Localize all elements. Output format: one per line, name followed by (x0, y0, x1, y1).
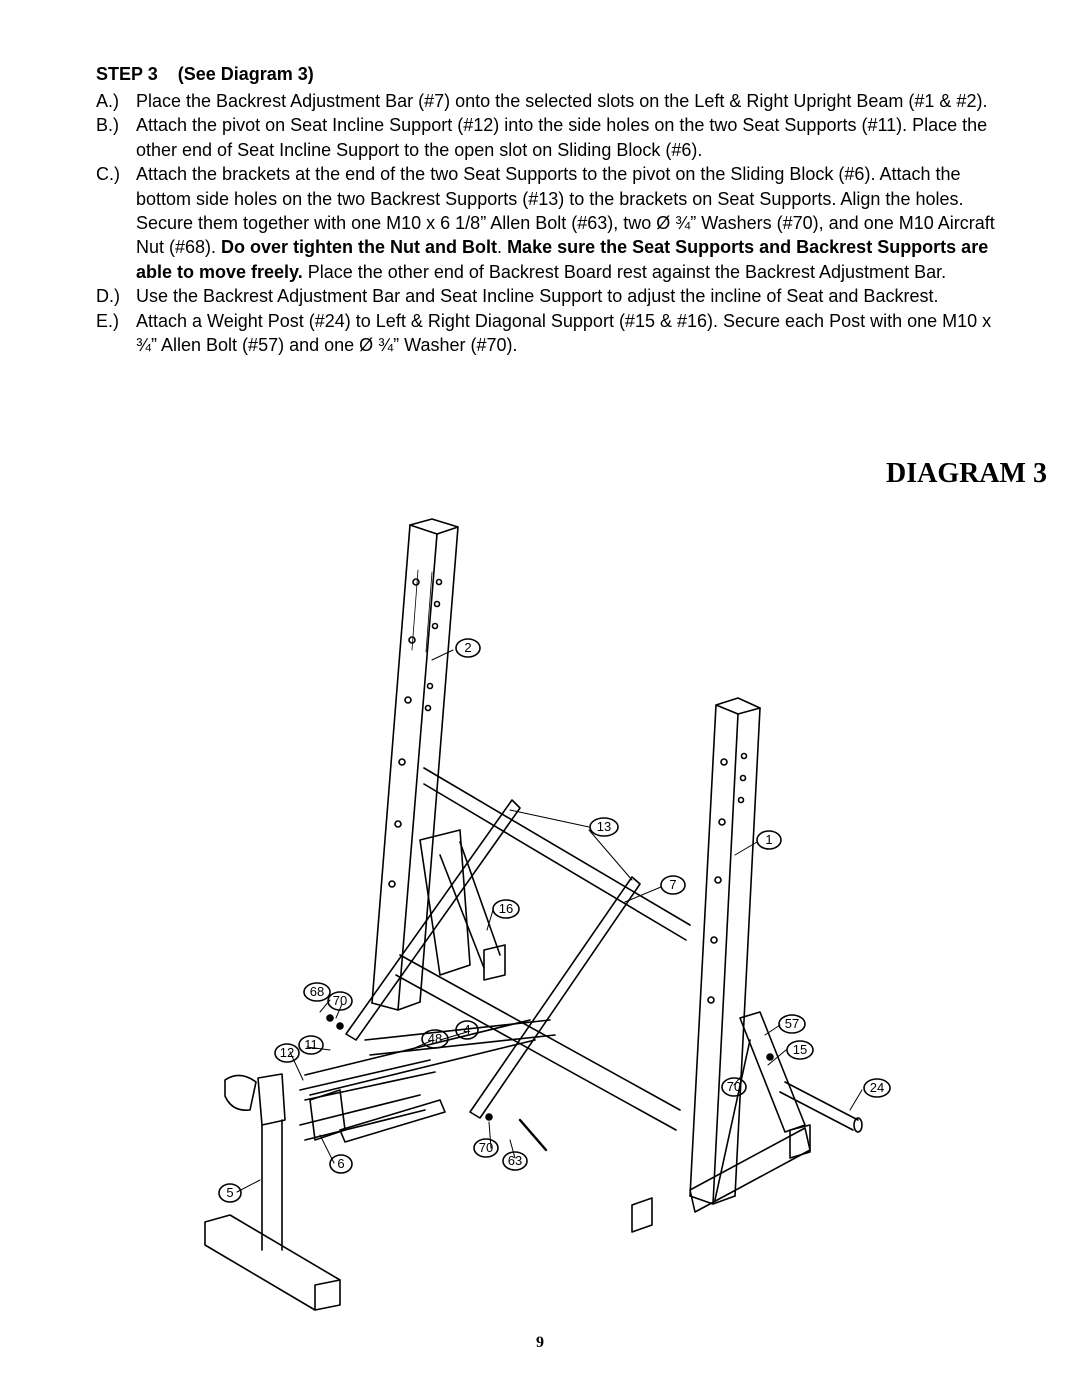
warning-text: Make sure the Seat Supports and Backrest Supports are able to move freely. (136, 237, 989, 282)
right-foot-cap (632, 1198, 652, 1232)
instruction-item (96, 284, 996, 308)
callout-label: 12 (279, 1045, 295, 1060)
instruction-item (96, 309, 996, 358)
right-upright-beam (690, 698, 760, 1204)
instruction-segment: Place the Backrest Adjustment Bar (#7) onto the selected slots on the Left & Right Upright Beam (#1 & #2). (136, 91, 988, 111)
callout-label: 13 (596, 819, 612, 834)
backrest-support-right (470, 877, 640, 1118)
page-number: 9 (536, 1334, 544, 1351)
callout-label: 4 (463, 1022, 471, 1037)
instruction-item (96, 89, 996, 113)
callout-label: 2 (464, 640, 472, 655)
instruction-letter: E.) (96, 310, 120, 331)
step-reference: (See Diagram 3) (177, 64, 314, 84)
instruction-segment: Attach the brackets at the end of the two Seat Supports to the pivot on the Sliding Block (#6). Attach the bottom side holes on the two Backrest Supports (#13) to the brackets on Seat Supports. Align the holes. Secure them together with one M10 x 6 1/8” Allen Bolt (#63), two Ø ¾” Washers (#70), and one M10 Aircraft Nut (#68). (136, 164, 995, 258)
callout-label: 7 (669, 877, 677, 892)
washer (486, 1114, 492, 1120)
callout-label: 70 (726, 1079, 742, 1094)
callout-6 (330, 1155, 352, 1173)
callout-label: 6 (337, 1156, 345, 1171)
instruction-text (136, 309, 996, 358)
callout-57 (779, 1015, 805, 1033)
instruction-letter: A.) (96, 91, 120, 111)
instruction-item (96, 162, 996, 284)
callout-label: 11 (304, 1037, 318, 1052)
callout-label: 70 (478, 1140, 494, 1155)
instruction-segment: Place the other end of Backrest Board rest against the Backrest Adjustment Bar. (302, 261, 947, 282)
instruction-letter: D.) (96, 286, 120, 307)
callout-label: 70 (332, 993, 348, 1008)
callout-5 (219, 1184, 241, 1202)
callout-12 (275, 1044, 299, 1062)
weight-post (780, 1082, 858, 1130)
callout-70 (328, 992, 352, 1010)
instruction-segment: Attach the pivot on Seat Incline Support (#12) into the side holes on the two Seat Supports (#11). Place the other end of Seat Incline Support to the open slot on Sliding Block (#6). (136, 115, 988, 160)
callout-label: 16 (498, 901, 514, 916)
callout-1 (757, 831, 781, 849)
callout-label: 15 (792, 1042, 808, 1057)
callout-24 (864, 1079, 890, 1097)
step-heading (96, 64, 314, 85)
callout-11 (299, 1036, 323, 1054)
instruction-letter: C.) (96, 164, 120, 185)
callout-2 (456, 639, 480, 657)
instruction-item (96, 113, 996, 162)
diagram-title: DIAGRAM 3 (886, 458, 1047, 489)
callout-63 (503, 1152, 527, 1170)
callout-68 (304, 983, 330, 1001)
callout-7 (661, 876, 685, 894)
callout-label: 48 (427, 1031, 443, 1046)
assembly-diagram (0, 500, 1080, 1320)
callout-70 (722, 1078, 746, 1096)
callout-label: 63 (507, 1153, 523, 1168)
instruction-text (136, 89, 996, 113)
callout-label: 24 (869, 1080, 885, 1095)
callout-label: 68 (309, 984, 325, 999)
instruction-letter: B.) (96, 115, 120, 136)
callout-13 (590, 818, 618, 836)
callout-label: 57 (784, 1016, 800, 1031)
instruction-text (136, 284, 996, 308)
step-label: STEP 3 (96, 64, 158, 84)
warning-text: Do over tighten the Nut and Bolt (221, 237, 498, 258)
instruction-list (96, 89, 996, 357)
nut (327, 1015, 333, 1021)
instruction-segment: Use the Backrest Adjustment Bar and Seat Incline Support to adjust the incline of Seat and Backrest. (136, 286, 939, 307)
callout-70 (474, 1139, 498, 1157)
callout-label: 1 (765, 832, 773, 847)
instruction-text (136, 113, 996, 162)
allen-bolt (520, 1120, 546, 1150)
instruction-segment: . (497, 237, 508, 258)
callout-15 (787, 1041, 813, 1059)
instruction-text (136, 162, 996, 284)
callout-label: 5 (226, 1185, 234, 1200)
callout-16 (493, 900, 519, 918)
instruction-segment: Attach a Weight Post (#24) to Left & Right Diagonal Support (#15 & #16). Secure each Post with one M10 x ¾” Allen Bolt (#57) and one Ø ¾” Washer (#70). (136, 310, 992, 356)
